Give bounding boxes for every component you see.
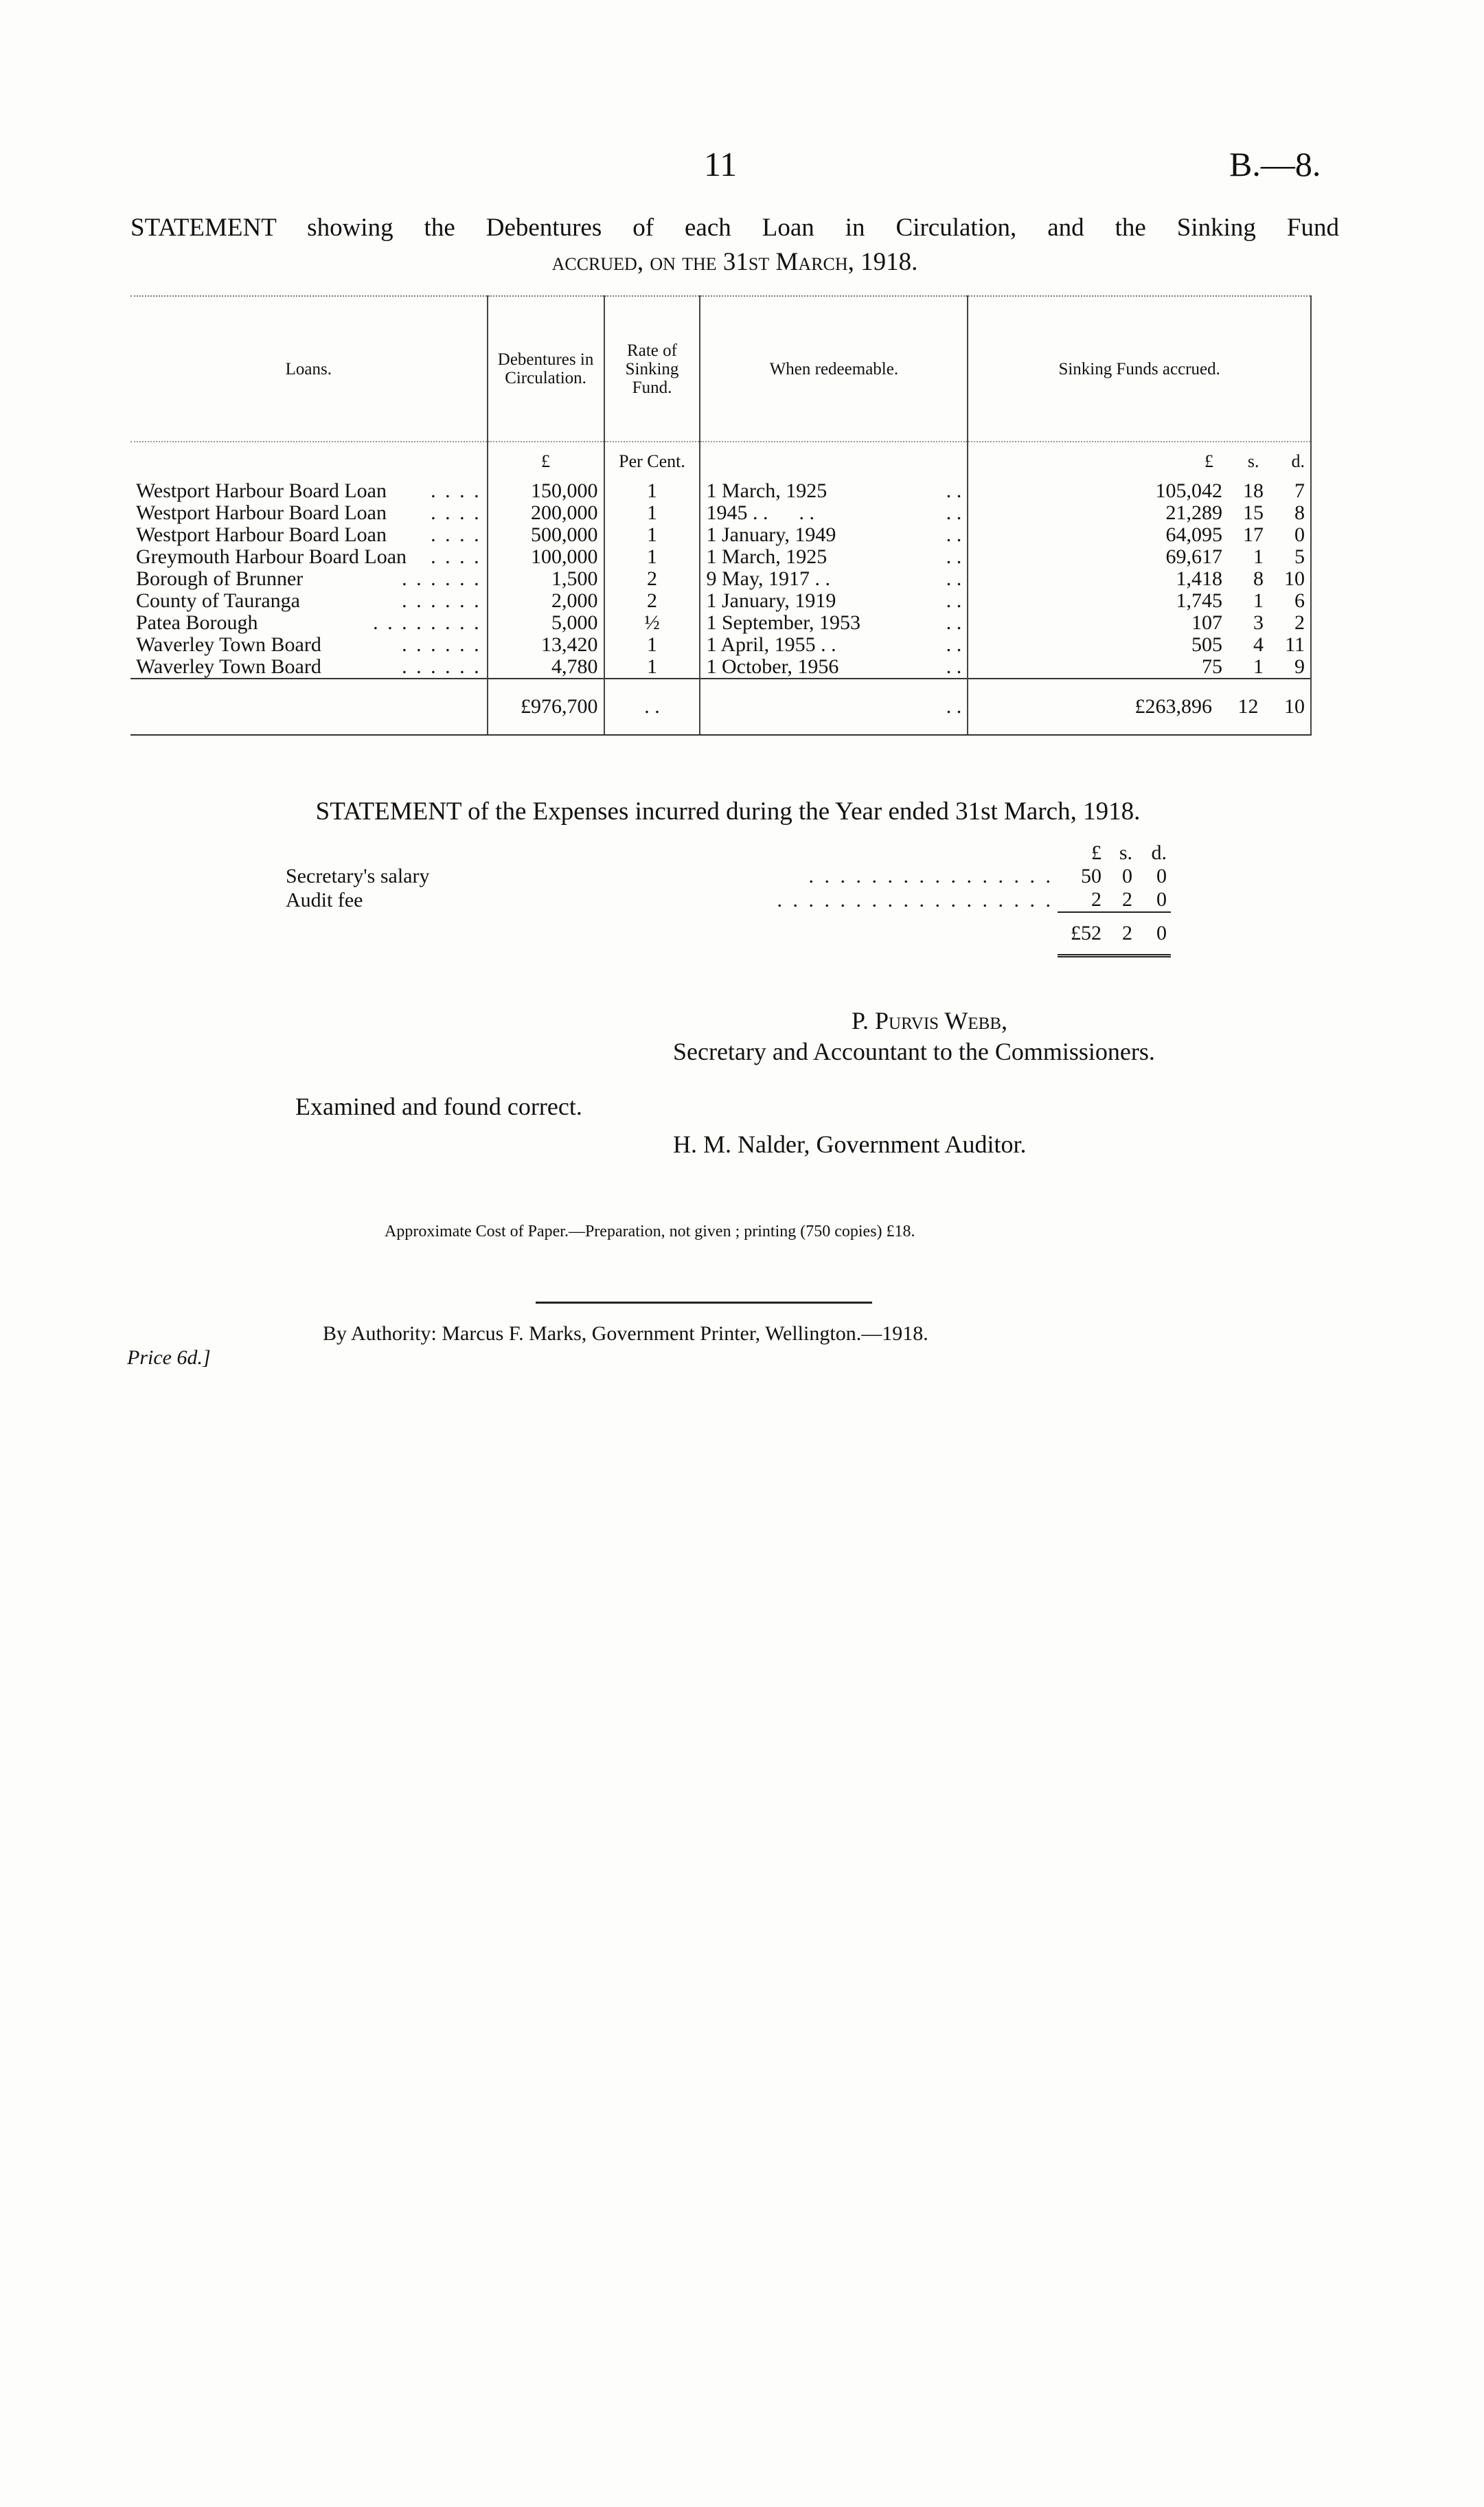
expense-total-pounds: £52 — [1058, 912, 1106, 956]
leader-dots: . . — [946, 567, 962, 590]
signatory-title: Secretary and Accountant to the Commissioners. — [673, 1038, 1155, 1065]
expenses-table — [282, 841, 1171, 957]
exp-unit-pounds: £ — [1091, 841, 1101, 864]
table-row — [130, 590, 1311, 612]
rate-value: 1 — [604, 546, 700, 568]
table-row — [130, 480, 1311, 502]
redeemable-date: 1 March, 1925 — [706, 479, 827, 502]
loan-name: Waverley Town Board — [136, 655, 321, 678]
loan-name: Waverley Town Board — [136, 633, 321, 656]
sinking-shillings: 15 — [1243, 501, 1264, 524]
sinking-shillings: 1 — [1253, 545, 1264, 568]
total-pounds: £263,896 — [1134, 695, 1212, 718]
leader-dots: . . . . . . — [402, 589, 481, 612]
leader-dots: . . — [946, 501, 962, 524]
sinking-pence: 6 — [1294, 589, 1305, 612]
leader-dots: . . — [946, 633, 962, 656]
leader-dots: . . . . . . . . . . . . . . . . . . — [777, 888, 1053, 911]
rate-value: 1 — [604, 502, 700, 524]
redeemable-date: 1 April, 1955 . . — [706, 633, 836, 656]
sinking-shillings: 1 — [1253, 589, 1264, 612]
sinking-pounds: 505 — [1191, 633, 1222, 656]
sinking-pounds: 69,617 — [1165, 545, 1222, 568]
debentures-value: 13,420 — [488, 634, 604, 656]
redeemable-date: 9 May, 1917 . . — [706, 567, 831, 590]
unit-percent: Per Cent. — [604, 442, 700, 480]
expense-pounds: 2 — [1091, 888, 1101, 911]
leader-dots: . . — [946, 479, 962, 502]
debentures-value: 150,000 — [488, 480, 604, 502]
exp-unit-shillings: s. — [1119, 841, 1132, 864]
col-header-redeemable: When redeemable. — [700, 296, 968, 442]
redeemable-date: 1 March, 1925 — [706, 545, 827, 568]
leader-dots: . . . . . . — [402, 567, 481, 590]
col-header-rate: Rate of Sinking Fund. — [604, 296, 700, 442]
total-redeemable: . . — [700, 679, 968, 735]
leader-dots: . . — [946, 545, 962, 568]
rate-value: 1 — [604, 524, 700, 546]
leader-dots: . . . . . . — [402, 655, 481, 678]
leader-dots: . . . . . . — [402, 633, 481, 656]
sinking-pence: 7 — [1294, 479, 1305, 502]
total-shillings: 12 — [1237, 695, 1259, 718]
table-row — [130, 568, 1311, 590]
sinking-shillings: 17 — [1243, 523, 1264, 546]
loan-name: County of Tauranga — [136, 589, 300, 612]
expense-shillings: 0 — [1122, 865, 1132, 887]
debentures-value: 2,000 — [488, 590, 604, 612]
total-rate: . . — [604, 679, 700, 735]
unit-pound: £ — [488, 442, 604, 480]
examined-note: Examined and found correct. — [295, 1093, 582, 1120]
signatory-name: P. Purvis Webb, — [852, 1007, 1008, 1034]
loan-name: Greymouth Harbour Board Loan — [136, 545, 407, 568]
rate-value: 1 — [604, 634, 700, 656]
leader-dots: . . . . . . . . . . . . . . . . — [808, 865, 1053, 887]
expense-total-pence: 0 — [1137, 912, 1171, 956]
redeemable-date: 1 October, 1956 — [706, 655, 839, 678]
leader-dots: . . — [946, 589, 962, 612]
sinking-pence: 0 — [1294, 523, 1305, 546]
debentures-value: 5,000 — [488, 612, 604, 634]
sinking-shillings: 18 — [1243, 479, 1264, 502]
leader-dots: . . . . — [431, 523, 481, 546]
loan-name: Westport Harbour Board Loan — [136, 479, 387, 502]
unit-pounds: £ — [1205, 451, 1213, 471]
col-header-loans: Loans. — [130, 296, 488, 442]
total-pence: 10 — [1284, 695, 1305, 718]
rate-value: 1 — [604, 480, 700, 502]
sinking-pence: 5 — [1294, 545, 1305, 568]
debentures-value: 200,000 — [488, 502, 604, 524]
expense-shillings: 2 — [1122, 888, 1132, 911]
table-row — [130, 524, 1311, 546]
loan-name: Borough of Brunner — [136, 567, 304, 590]
statement-expenses-title: STATEMENT of the Expenses incurred during the Year ended 31st March, 1918. — [315, 797, 1141, 826]
rate-value: ½ — [604, 612, 700, 634]
sinking-shillings: 1 — [1253, 655, 1264, 678]
expense-pence: 0 — [1156, 865, 1167, 887]
cost-note: Approximate Cost of Paper.—Preparation, not given ; printing (750 copies) £18. — [385, 1223, 915, 1240]
sinking-pounds: 107 — [1191, 611, 1222, 634]
sinking-pounds: 75 — [1202, 655, 1222, 678]
total-debentures: £976,700 — [488, 679, 604, 735]
table-row — [130, 612, 1311, 634]
expense-item: Audit fee — [286, 888, 363, 911]
sinking-pence: 11 — [1285, 633, 1305, 656]
sinking-pounds: 1,418 — [1176, 567, 1222, 590]
sinking-pounds: 1,745 — [1176, 589, 1222, 612]
leader-dots: . . . . . . . . — [373, 611, 481, 634]
debentures-value: 100,000 — [488, 546, 604, 568]
rate-value: 2 — [604, 568, 700, 590]
statement-debentures-title: STATEMENT showing the Debentures of each Loan in Circulation, and the Sinking Fund — [130, 214, 1339, 242]
table-row — [130, 502, 1311, 524]
debentures-table — [130, 295, 1312, 736]
debentures-value: 4,780 — [488, 656, 604, 679]
rate-value: 2 — [604, 590, 700, 612]
leader-dots: . . . . — [431, 479, 481, 502]
printer-authority: By Authority: Marcus F. Marks, Government Printer, Wellington.—1918. — [323, 1322, 928, 1345]
sinking-pounds: 64,095 — [1165, 523, 1222, 546]
page-number: 11 — [704, 145, 738, 183]
leader-dots: . . . . — [431, 501, 481, 524]
leader-dots: . . — [946, 523, 962, 546]
debentures-value: 500,000 — [488, 524, 604, 546]
redeemable-date: 1 September, 1953 — [706, 611, 861, 634]
divider-rule — [536, 1302, 872, 1304]
sinking-pounds: 21,289 — [1165, 501, 1222, 524]
sinking-shillings: 8 — [1253, 567, 1264, 590]
unit-pence: d. — [1291, 451, 1305, 471]
table-row — [130, 656, 1311, 679]
leader-dots: . . . . — [431, 545, 481, 568]
sinking-pounds: 105,042 — [1155, 479, 1222, 502]
redeemable-date: 1 January, 1919 — [706, 589, 836, 612]
rate-value: 1 — [604, 656, 700, 679]
loan-name: Westport Harbour Board Loan — [136, 501, 387, 524]
leader-dots: . . — [946, 611, 962, 634]
price-note: Price 6d.] — [127, 1346, 211, 1369]
loan-name: Patea Borough — [136, 611, 258, 634]
sinking-pence: 9 — [1294, 655, 1305, 678]
col-header-debentures: Debentures in Circulation. — [488, 296, 604, 442]
auditor-signature: H. M. Nalder, Government Auditor. — [673, 1131, 1027, 1158]
sinking-shillings: 4 — [1253, 633, 1264, 656]
sinking-pence: 10 — [1284, 567, 1305, 590]
col-header-sinking-funds: Sinking Funds accrued. — [968, 296, 1311, 442]
unit-shillings: s. — [1247, 451, 1259, 471]
expense-total-shillings: 2 — [1106, 912, 1137, 956]
sinking-shillings: 3 — [1253, 611, 1264, 634]
redeemable-date: 1 January, 1949 — [706, 523, 836, 546]
expense-pounds: 50 — [1081, 865, 1101, 887]
table-row — [130, 634, 1311, 656]
statement-debentures-subtitle: accrued, on the 31st March, 1918. — [551, 248, 918, 276]
loan-name: Westport Harbour Board Loan — [136, 523, 387, 546]
sinking-pence: 2 — [1294, 611, 1305, 634]
document-reference: B.—8. — [1229, 145, 1321, 183]
table-row — [130, 546, 1311, 568]
sinking-pence: 8 — [1294, 501, 1305, 524]
redeemable-date: 1945 . . . . — [706, 501, 814, 524]
expense-item: Secretary's salary — [286, 865, 430, 887]
leader-dots: . . — [946, 655, 962, 678]
debentures-value: 1,500 — [488, 568, 604, 590]
exp-unit-pence: d. — [1151, 841, 1167, 864]
expense-pence: 0 — [1156, 888, 1167, 911]
